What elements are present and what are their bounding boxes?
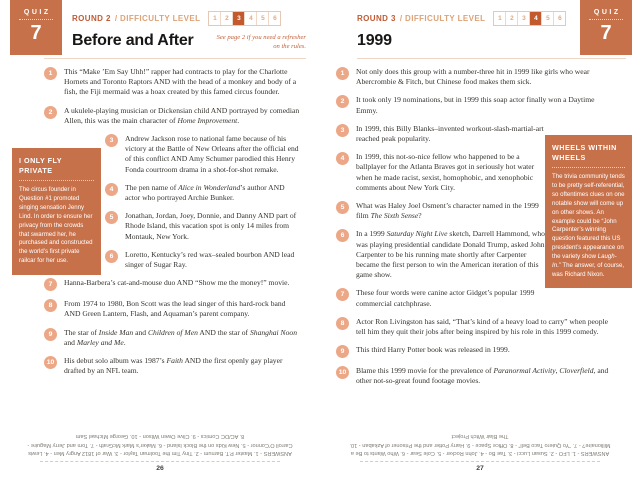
question-text: The star of Inside Man and Children of Men AND the star of Shanghai Noon and Marley and Me. (64, 327, 298, 347)
sidebar-title: WHEELS WITHIN WHEELS (552, 143, 625, 168)
question-9 (44, 328, 300, 348)
question-number-badge: 10 (336, 366, 349, 379)
question-text: From 1974 to 1980, Bon Scott was the lead singer of this hard-rock band AND Green Lantern, Flash, and Aquaman’s parent company. (64, 299, 286, 319)
round-label: ROUND 2 (72, 14, 111, 23)
page-number: 27 (476, 465, 484, 472)
question-text: Loretto, Kentucky’s red wax–sealed bourbon AND lead singer of Sugar Ray. (125, 249, 295, 270)
question-text: The pen name of Alice in Wonderland’s author AND actor who portrayed Archie Bunker. (125, 182, 285, 203)
question-text: In a 1999 Saturday Night Live sketch, Darrell Hammond, who was playing presidential candidate Donald Trump, asked John Carpenter to be his running mate shortly after Carpenter became the first person to win the American iteration of this game show. (356, 229, 545, 280)
question-6 (336, 229, 546, 280)
title-row (357, 32, 570, 49)
question-number-badge: 8 (44, 299, 57, 312)
question-text: These four words were canine actor Gidget’s popular 1999 commercial catchphrase. (356, 288, 535, 308)
difficulty-level-6: 6 (553, 12, 565, 25)
question-number-badge: 7 (336, 288, 349, 301)
difficulty-level-5: 5 (256, 12, 268, 25)
question-text: What was Haley Joel Osment’s character named in the 1999 film The Sixth Sense? (356, 201, 539, 221)
footer-divider (40, 461, 280, 462)
question-10 (336, 366, 610, 386)
question-7 (44, 278, 300, 291)
quiz-badge (580, 0, 632, 55)
round-row (357, 11, 570, 26)
difficulty-level-6: 6 (268, 12, 280, 25)
answers-upside-down: ANSWERS - 1. Master P.T. Barnum - 2. Tiny Tim the Toolman Taylor - 3. War of 1812 Angry Men - 4. Lewis Carroll O’Connor - 5. New Kids on the Block Island - 6. Maker’s Mark McGrath - 7. Tom and Jerry Maguire - 8. AC/DC Comics - 9. Clive Owen Wilson - 10. George Michael Sam (27, 433, 293, 456)
page-title: 1999 (357, 32, 392, 49)
page-header (72, 11, 306, 52)
question-7 (336, 288, 546, 308)
question-3 (336, 124, 546, 144)
question-10 (44, 356, 300, 376)
header-divider (44, 58, 306, 59)
difficulty-level-3: 3 (517, 12, 529, 25)
question-1 (44, 67, 300, 98)
round-row (72, 11, 306, 26)
difficulty-level-3-active: 3 (232, 12, 244, 25)
question-text: This “Make ’Em Say Uhh!” rapper had contracts to play for the Charlotte Hornets and Toronto Raptors AND with the head of a monkey and body of a fish, the Fiji mermaid was a hoax created by this famed circus founder. (64, 67, 297, 97)
question-4 (336, 152, 546, 193)
question-number-badge: 7 (44, 278, 57, 291)
question-number-badge: 3 (105, 134, 118, 147)
question-3 (105, 134, 300, 175)
quiz-number: 7 (30, 22, 42, 44)
question-number-badge: 3 (336, 124, 349, 137)
quiz-number: 7 (600, 22, 612, 44)
quiz-badge (10, 0, 62, 55)
question-text: In 1999, this Billy Blanks–invented workout-slash-martial-art reached peak popularity. (356, 123, 544, 144)
question-text: His debut solo album was 1987’s Faith AND the first openly gay player drafted by an NFL team. (64, 356, 283, 376)
question-number-badge: 6 (336, 229, 349, 242)
difficulty-meter (493, 11, 566, 26)
dotted-divider (19, 19, 52, 20)
question-number-badge: 9 (44, 328, 57, 341)
question-5 (105, 211, 300, 242)
question-number-badge: 1 (44, 67, 57, 80)
difficulty-label: / DIFFICULTY LEVEL (114, 14, 201, 23)
question-8 (336, 317, 610, 337)
trivia-sidebar (12, 148, 101, 275)
question-number-badge: 4 (105, 183, 118, 196)
question-text: A ukulele-playing musician or Dickensian child AND portrayed by comedian Allen, this was the main character of Home Improvement. (64, 105, 300, 125)
question-8 (44, 299, 300, 319)
sidebar-title: I ONLY FLY PRIVATE (19, 156, 94, 181)
question-number-badge: 6 (105, 250, 118, 263)
question-9 (336, 345, 610, 358)
footer-divider (360, 461, 600, 462)
question-text: Actor Ron Livingston has said, “That’s kind of a heavy load to carry” when people tell him they quit their jobs after being inspired by his role in this 1999 comedy. (356, 316, 609, 337)
page-title: Before and After (72, 32, 194, 49)
header-divider (357, 58, 626, 59)
question-number-badge: 2 (44, 106, 57, 119)
question-number-badge: 9 (336, 345, 349, 358)
question-text: Blame this 1999 movie for the prevalence of Paranormal Activity, Cloverfield, and other not-so-great found footage movies. (356, 366, 609, 386)
question-4 (105, 183, 300, 203)
title-row (72, 32, 306, 52)
question-number-badge: 10 (44, 356, 57, 369)
question-2 (336, 95, 610, 115)
question-text: Jonathan, Jordan, Joey, Donnie, and Danny AND part of Rhode Island, this vacation spot is only 14 miles from Montauk, New York. (125, 211, 297, 241)
page-number: 26 (156, 465, 164, 472)
right-page (320, 0, 640, 480)
dotted-divider (589, 19, 622, 20)
question-1 (336, 67, 610, 87)
sidebar-body: The circus founder in Question #1 promoted singing sensation Jenny Lind. In order to ensure her privacy from the crowds that swarmed her, he purchased and constructed the world’s first private railcar for her use. (19, 186, 93, 265)
question-5 (336, 201, 546, 221)
question-2 (44, 106, 300, 126)
quiz-label: QUIZ (23, 9, 51, 16)
question-text: Hanna-Barbera’s cat-and-mouse duo AND “Show me the money!” movie. (64, 278, 290, 288)
question-6 (105, 250, 300, 270)
difficulty-level-2: 2 (220, 12, 232, 25)
question-text: Not only does this group with a number-three hit in 1999 like girls who wear Abercrombie & Fitch, but Chinese food makes them sick. (356, 67, 590, 87)
answers-upside-down: ANSWERS - 1. LFO - 2. Susan Lucci - 3. Tae Bo - 4. John Rocker - 5. Cole Sear - 6. Who Wants to Be a Millionaire? - 7. “Yo Quiero Taco Bell” - 8. Office Space - 9. Harry Potter and the Prisoner of Azkaban - 10. The Blair Witch Project (349, 433, 611, 456)
question-number-badge: 1 (336, 67, 349, 80)
question-text: In 1999, this not-so-nice fellow who happened to be a ballplayer for the Atlanta Braves got in seriously hot water when he made racist, sexist, homophobic, and xenophobic comments about New York City. (356, 152, 535, 192)
round-label: ROUND 3 (357, 14, 396, 23)
question-number-badge: 5 (336, 201, 349, 214)
sidebar-body: The trivia community tends to be pretty self-referential, so oftentimes clues on one notable show will come up on other shows. An example could be “John Carpenter’s winning question featured this US president’s appearance on the variety show Laugh-In.” The answer, of course, was Richard Nixon. (552, 173, 625, 278)
question-number-badge: 2 (336, 95, 349, 108)
difficulty-label: / DIFFICULTY LEVEL (399, 14, 486, 23)
page-header (357, 11, 570, 49)
difficulty-level-1: 1 (494, 12, 505, 25)
question-text: It took only 19 nominations, but in 1999 this soap actor finally won a Daytime Emmy. (356, 95, 595, 115)
difficulty-level-2: 2 (505, 12, 517, 25)
rules-note: See page 2 if you need a refresher on the rules. (216, 34, 306, 50)
difficulty-level-5: 5 (541, 12, 553, 25)
page-footer (26, 432, 294, 472)
question-number-badge: 4 (336, 152, 349, 165)
quiz-label: QUIZ (593, 9, 621, 16)
trivia-sidebar (545, 135, 632, 288)
difficulty-level-4-active: 4 (529, 12, 541, 25)
page-footer (346, 432, 614, 472)
question-text: This third Harry Potter book was released in 1999. (356, 345, 510, 355)
difficulty-level-4: 4 (244, 12, 256, 25)
question-number-badge: 8 (336, 317, 349, 330)
difficulty-meter (208, 11, 281, 26)
question-text: Andrew Jackson rose to national fame because of his victory at the Battle of New Orleans after the official end of this conflict AND Amy Schumer parodied this Henry Fonda courtroom drama in a shot-for-shot remake. (125, 134, 299, 174)
difficulty-level-1: 1 (209, 12, 220, 25)
question-number-badge: 5 (105, 211, 118, 224)
